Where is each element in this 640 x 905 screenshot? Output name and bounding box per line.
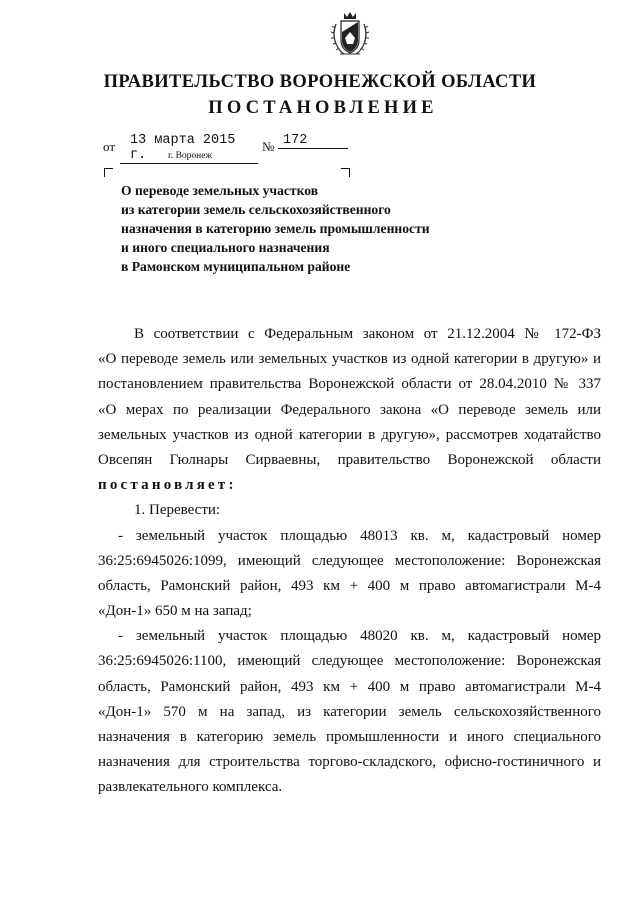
subject-corner-left	[104, 168, 113, 177]
number-sign: №	[262, 139, 275, 154]
city-label: г. Воронеж	[168, 151, 213, 161]
document-subject	[121, 181, 430, 276]
body-line: развлекательного комплекса.	[98, 779, 283, 796]
dateline	[103, 133, 363, 163]
item-heading: 1. Перевести:	[134, 502, 221, 519]
body-line: - земельный участок площадью 48013 кв. м, кадастровый номер	[118, 527, 601, 544]
subject-line: и иного специального назначения	[121, 240, 330, 255]
body-line: постановлением правительства Воронежской области от 28.04.2010 № 337	[98, 376, 601, 393]
document-date: 13 марта 2015 г.	[120, 133, 258, 164]
date-prefix: от	[103, 139, 116, 154]
body-line: 36:25:6945026:1099, имеющий следующее местоположение: Воронежская	[98, 552, 601, 569]
body-line: «О переводе земель или земельных участков из одной категории в другую» и	[98, 351, 601, 368]
decree-word: постановляет:	[98, 477, 237, 494]
body-line: В соответствии с Федеральным законом от 21.12.2004 № 172-ФЗ	[134, 326, 601, 342]
body-line: «Дон-1» 570 м на запад, из категории земель сельскохозяйственного	[98, 703, 601, 720]
coat-of-arms-icon	[330, 10, 370, 60]
body-line: область, Рамонский район, 493 км + 400 м право автомагистрали М-4	[98, 678, 601, 695]
body-line: 36:25:6945026:1100, имеющий следующее местоположение: Воронежская	[98, 653, 601, 670]
document-type: ПОСТАНОВЛЕНИЕ	[208, 98, 438, 118]
body-line: земельных участков из одной категории в другую», рассмотрев ходатайство	[98, 426, 601, 443]
body-line: назначения в категорию земель промышленности и иного специального	[98, 729, 601, 745]
subject-line: О переводе земельных участков	[121, 183, 319, 198]
subject-corner-right	[341, 168, 350, 177]
body-line: «Дон-1» 650 м на запад;	[98, 603, 252, 620]
document-body	[98, 322, 601, 801]
subject-line: в Рамонском муниципальном районе	[121, 259, 351, 274]
body-line: Овсепян Гюлнары Сирваевны, правительство Воронежской области	[98, 451, 601, 468]
document-number: 172	[278, 133, 348, 149]
body-line: «О мерах по реализации Федерального закона «О переводе земель или	[98, 401, 601, 418]
body-line: назначения для строительства торгово-складского, офисно-гостиничного и	[98, 754, 601, 771]
subject-line: из категории земель сельскохозяйственного	[121, 202, 391, 217]
government-title: ПРАВИТЕЛЬСТВО ВОРОНЕЖСКОЙ ОБЛАСТИ	[103, 72, 537, 92]
subject-line: назначения в категорию земель промышленности	[121, 221, 430, 236]
body-line: область, Рамонский район, 493 км + 400 м право автомагистрали М-4	[98, 577, 601, 594]
body-line: - земельный участок площадью 48020 кв. м, кадастровый номер	[118, 628, 601, 645]
